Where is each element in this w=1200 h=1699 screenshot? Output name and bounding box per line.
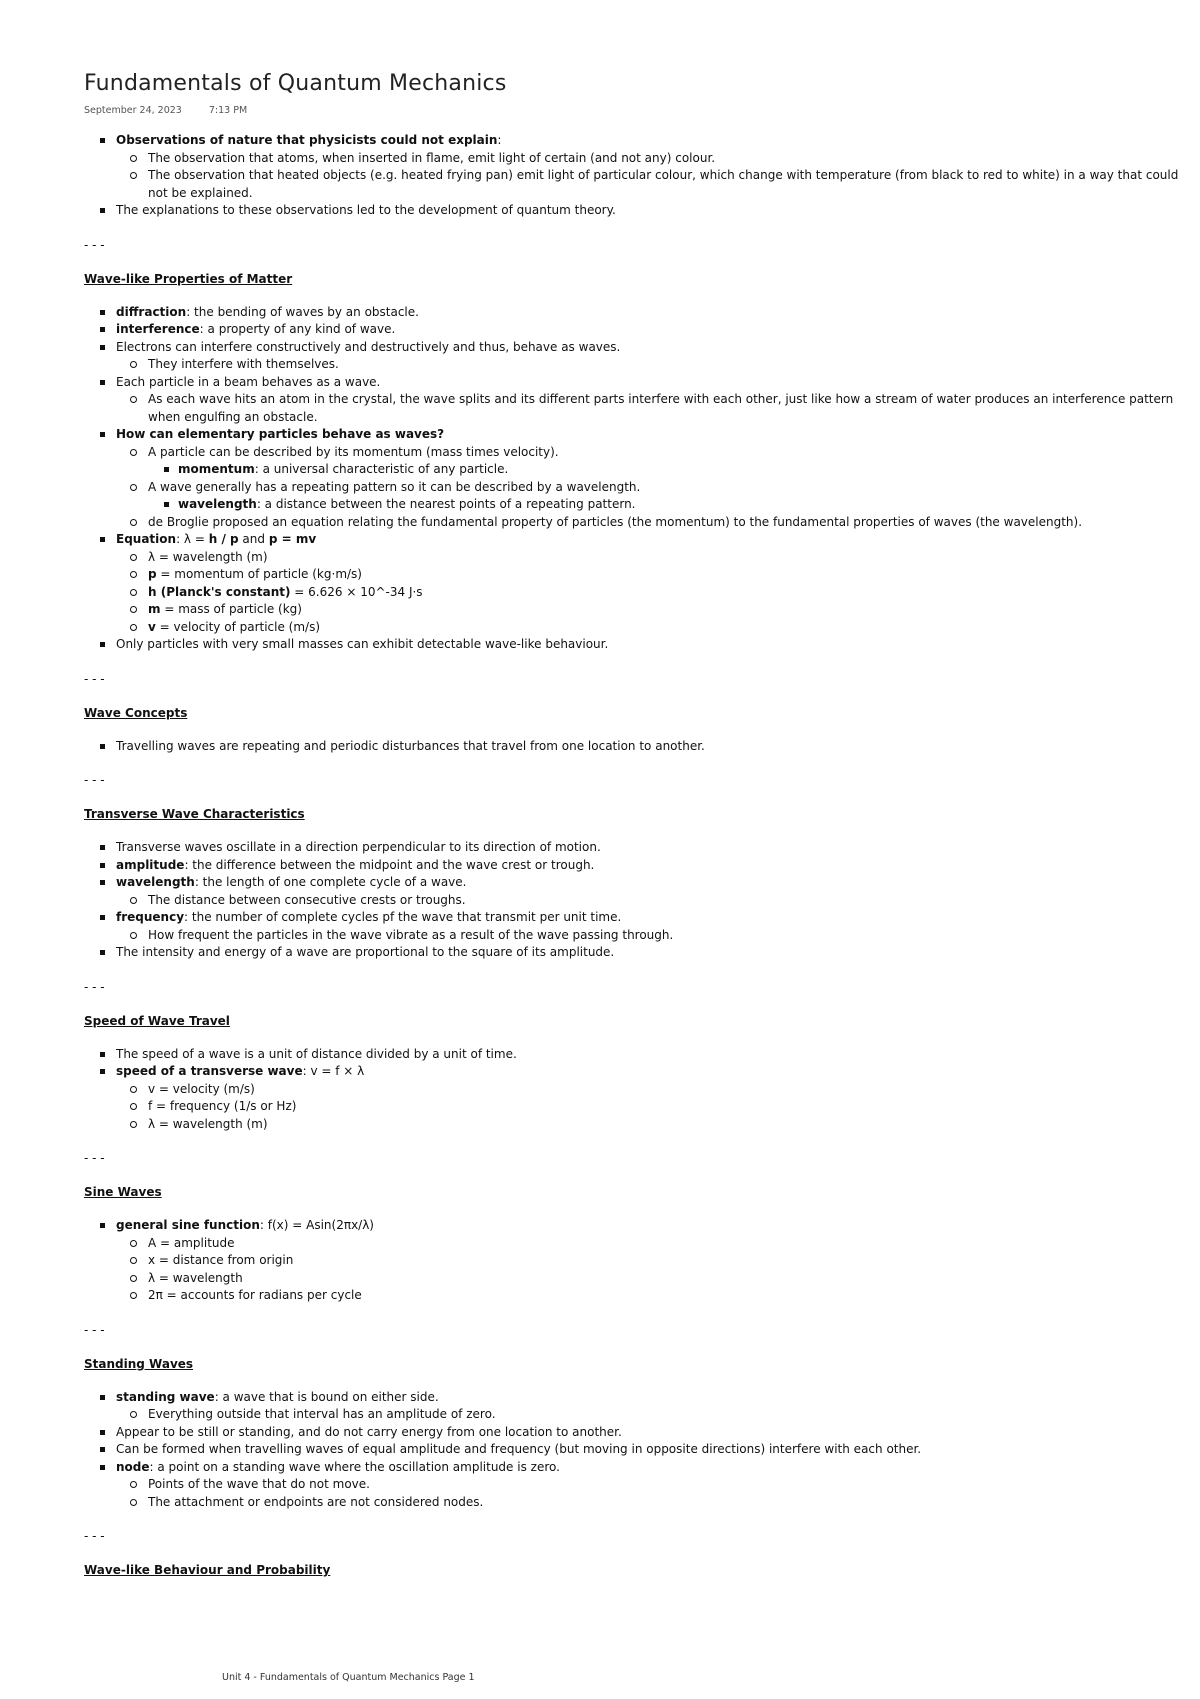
list-item: Appear to be still or standing, and do not carry energy from one location to another.: [84, 1424, 1194, 1442]
note-metadata: [84, 105, 247, 116]
note-body: [84, 132, 1194, 1595]
list-item: Only particles with very small masses can exhibit detectable wave-like behaviour.: [84, 636, 1194, 654]
section-heading: Wave-like Properties of Matter: [84, 271, 293, 286]
standing-list: [84, 1389, 1194, 1512]
list-item: Everything outside that interval has an amplitude of zero.: [116, 1406, 1194, 1424]
list-item: de Broglie proposed an equation relating the fundamental property of particles (the momentum) to the fundamental properties of waves (the wavelength).: [116, 514, 1194, 532]
list-item: The explanations to these observations led to the development of quantum theory.: [84, 202, 1194, 220]
list-item: Observations of nature that physicists could not explain: The observation that atoms, when inserted in flame, emit light of certain (and not any) colour. The observation that heated objects (e.g. heated frying pan) emit light of particular colour, which change with temperature (from black to red to white) in a way that could not be explained.: [84, 132, 1194, 202]
note-date: September 24, 2023: [84, 105, 182, 116]
speed-list: [84, 1046, 1194, 1134]
separator: - - -: [84, 237, 105, 252]
section-heading: Wave Concepts: [84, 705, 188, 720]
list-item: Travelling waves are repeating and periodic disturbances that travel from one location to another.: [84, 738, 1194, 756]
list-item: speed of a transverse wave: v = f × λ v = velocity (m/s) f = frequency (1/s or Hz) λ = wavelength (m): [84, 1063, 1194, 1133]
list-item: v = velocity of particle (m/s): [116, 619, 1194, 637]
list-item: λ = wavelength (m): [116, 549, 1194, 567]
wave-concepts-list: [84, 738, 1194, 756]
separator: - - -: [84, 1529, 105, 1543]
list-item: The observation that heated objects (e.g. heated frying pan) emit light of particular colour, which change with temperature (from black to red to white) in a way that could not be explained.: [116, 167, 1194, 202]
list-item: As each wave hits an atom in the crystal, the wave splits and its different parts interfere with each other, just like how a stream of water produces an interference pattern when engulfing an obstacle.: [116, 391, 1194, 426]
list-item: v = velocity (m/s): [116, 1081, 1194, 1099]
list-item: general sine function: f(x) = Asin(2πx/λ) A = amplitude x = distance from origin λ = wavelength 2π = accounts for radians per cycle: [84, 1217, 1194, 1305]
list-item: wavelength: a distance between the nearest points of a repeating pattern.: [148, 496, 1194, 514]
list-item: x = distance from origin: [116, 1252, 1194, 1270]
list-item: wavelength: the length of one complete cycle of a wave. The distance between consecutive crests or troughs.: [84, 874, 1194, 909]
list-item: They interfere with themselves.: [116, 356, 1194, 374]
list-item: λ = wavelength (m): [116, 1116, 1194, 1134]
list-item: How frequent the particles in the wave vibrate as a result of the wave passing through.: [116, 927, 1194, 945]
list-item: The attachment or endpoints are not considered nodes.: [116, 1494, 1194, 1512]
page-title: Fundamentals of Quantum Mechanics: [84, 71, 507, 96]
list-item: Transverse waves oscillate in a direction perpendicular to its direction of motion.: [84, 839, 1194, 857]
separator: - - -: [84, 1322, 105, 1337]
section-heading: Transverse Wave Characteristics: [84, 807, 305, 821]
list-item: Electrons can interfere constructively and destructively and thus, behave as waves. They interfere with themselves.: [84, 339, 1194, 374]
list-item: amplitude: the difference between the midpoint and the wave crest or trough.: [84, 857, 1194, 875]
separator: - - -: [84, 671, 105, 686]
list-item: node: a point on a standing wave where the oscillation amplitude is zero. Points of the wave that do not move. The attachment or endpoints are not considered nodes.: [84, 1459, 1194, 1512]
intro-list: [84, 132, 1194, 220]
wave-matter-list: [84, 304, 1194, 654]
list-item: Can be formed when travelling waves of equal amplitude and frequency (but moving in opposite directions) interfere with each other.: [84, 1441, 1194, 1459]
list-item: 2π = accounts for radians per cycle: [116, 1287, 1194, 1305]
list-item: h (Planck's constant) = 6.626 × 10^-34 J·s: [116, 584, 1194, 602]
section-heading: Wave-like Behaviour and Probability: [84, 1563, 331, 1577]
note-time: 7:13 PM: [208, 105, 248, 116]
list-item: A = amplitude: [116, 1235, 1194, 1253]
list-item: momentum: a universal characteristic of any particle.: [148, 461, 1194, 479]
section-heading: Speed of Wave Travel: [84, 1013, 230, 1028]
list-item: The observation that atoms, when inserted in flame, emit light of certain (and not any) colour.: [116, 150, 1194, 168]
list-item: Points of the wave that do not move.: [116, 1476, 1194, 1494]
sine-list: [84, 1217, 1194, 1305]
list-item: diffraction: the bending of waves by an obstacle.: [84, 304, 1194, 322]
list-item: standing wave: a wave that is bound on either side. Everything outside that interval has an amplitude of zero.: [84, 1389, 1194, 1424]
list-item: Equation: λ = h / p and p = mv λ = wavelength (m) p = momentum of particle (kg·m/s) h (Planck's constant) = 6.626 × 10^-34 J·s m = mass of particle (kg) v = velocity of particle (m/s): [84, 531, 1194, 636]
separator: - - -: [84, 773, 105, 787]
list-item: m = mass of particle (kg): [116, 601, 1194, 619]
list-item: λ = wavelength: [116, 1270, 1194, 1288]
separator: - - -: [84, 979, 105, 994]
list-item: A wave generally has a repeating pattern so it can be described by a wavelength. wavelength: a distance between the nearest points of a repeating pattern.: [116, 479, 1194, 514]
list-item: The intensity and energy of a wave are proportional to the square of its amplitude.: [84, 944, 1194, 962]
list-item: A particle can be described by its momentum (mass times velocity). momentum: a universal characteristic of any particle.: [116, 444, 1194, 479]
section-heading: Standing Waves: [84, 1356, 194, 1371]
section-heading: Sine Waves: [84, 1185, 162, 1199]
list-item: p = momentum of particle (kg·m/s): [116, 566, 1194, 584]
list-item: interference: a property of any kind of wave.: [84, 321, 1194, 339]
list-item: f = frequency (1/s or Hz): [116, 1098, 1194, 1116]
list-item: frequency: the number of complete cycles pf the wave that transmit per unit time. How frequent the particles in the wave vibrate as a result of the wave passing through.: [84, 909, 1194, 944]
list-item: How can elementary particles behave as waves? A particle can be described by its momentum (mass times velocity). momentum: a universal characteristic of any particle. A wave generally has a repeating pattern so it can be described by a wavelength. wavelength: a distance between the nearest points of a repeating pattern. de Broglie proposed an equation relating the fundamental property of particles (the momentum) to the fundamental properties of waves (the wavelength).: [84, 426, 1194, 531]
list-item: The speed of a wave is a unit of distance divided by a unit of time.: [84, 1046, 1194, 1064]
list-item: The distance between consecutive crests or troughs.: [116, 892, 1194, 910]
page-footer: Unit 4 - Fundamentals of Quantum Mechanics Page 1: [222, 1672, 475, 1683]
transverse-list: [84, 839, 1194, 962]
separator: - - -: [84, 1151, 105, 1165]
list-item: Each particle in a beam behaves as a wave. As each wave hits an atom in the crystal, the wave splits and its different parts interfere with each other, just like how a stream of water produces an interference pattern when engulfing an obstacle.: [84, 374, 1194, 427]
